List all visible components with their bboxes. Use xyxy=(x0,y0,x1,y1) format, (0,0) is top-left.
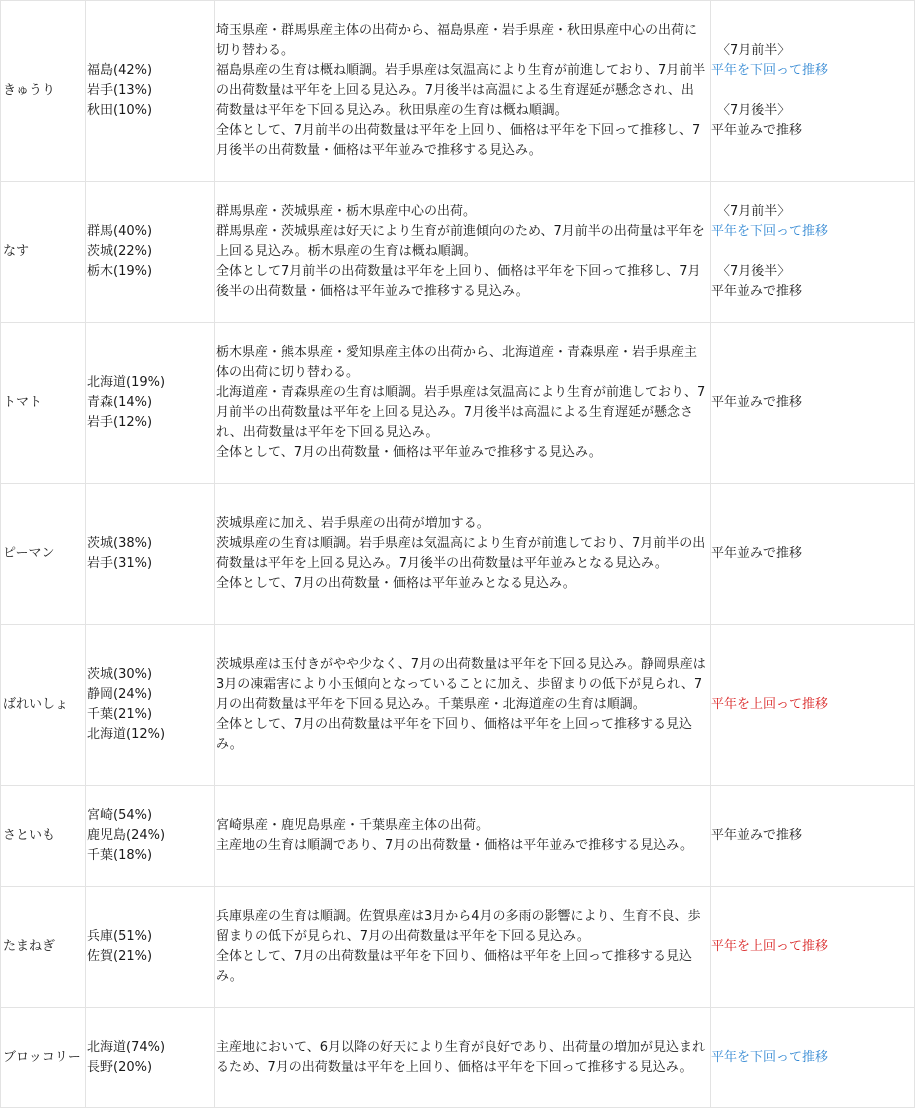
item-name: なす xyxy=(1,182,86,323)
origin-share: 宮崎(54%) xyxy=(87,808,153,823)
outlook-paragraph: 栃木県産・熊本県産・愛知県産主体の出荷から、北海道産・青森県産・岩手県産主体の出荷に切り替わる。 xyxy=(216,345,698,380)
period-label: 〈7月前半〉 xyxy=(717,43,791,58)
table-row xyxy=(1,323,915,484)
item-name: ばれいしょ xyxy=(1,625,86,786)
supply-outlook xyxy=(215,1,711,182)
origin-share: 茨城(22%) xyxy=(87,244,153,259)
outlook-paragraph: 全体として、7月の出荷数量・価格は平年並みとなる見込み。 xyxy=(216,576,576,591)
item-name: きゅうり xyxy=(1,1,86,182)
outlook-paragraph: 北海道産・青森県産の生育は順調。岩手県産は気温高により生育が前進しており、7月前半の出荷数量は平年を上回る見込み。7月後半は高温による生育遅延が懸念され、出荷数量は平年を下回る見込み。 xyxy=(216,385,706,440)
item-name: さといも xyxy=(1,786,86,887)
outlook-paragraph: 全体として7月前半の出荷数量は平年を上回り、価格は平年を下回って推移し、7月後半の出荷数量・価格は平年並みで推移する見込み。 xyxy=(216,264,701,299)
price-trend: 平年並みで推移 xyxy=(711,284,803,299)
origin-share: 千葉(21%) xyxy=(87,707,153,722)
outlook-paragraph: 宮崎県産・鹿児島県産・千葉県産主体の出荷。 xyxy=(216,818,490,833)
outlook-paragraph: 群馬県産・茨城県産・栃木県産中心の出荷。 xyxy=(216,204,477,219)
origin-list xyxy=(86,887,215,1008)
origin-share: 青森(14%) xyxy=(87,395,153,410)
period-label: 〈7月後半〉 xyxy=(717,264,791,279)
origin-list xyxy=(86,786,215,887)
outlook-paragraph: 全体として、7月の出荷数量は平年を下回り、価格は平年を上回って推移する見込み。 xyxy=(216,949,693,984)
origin-list xyxy=(86,182,215,323)
origin-list xyxy=(86,1008,215,1108)
origin-list xyxy=(86,625,215,786)
outlook-paragraph: 福島県産の生育は概ね順調。岩手県産は気温高により生育が前進しており、7月前半の出荷数量は平年を上回る見込み。7月後半は高温による生育遅延が懸念され、出荷数量は平年を下回る見込み。秋田県産の生育は概ね順調。 xyxy=(216,63,706,118)
supply-outlook xyxy=(215,786,711,887)
outlook-paragraph: 全体として、7月の出荷数量・価格は平年並みで推移する見込み。 xyxy=(216,445,602,460)
outlook-paragraph: 群馬県産・茨城県産は好天により生育が前進傾向のため、7月前半の出荷量は平年を上回る見込み。栃木県産の生育は概ね順調。 xyxy=(216,224,705,259)
outlook-paragraph: 全体として、7月前半の出荷数量は平年を上回り、価格は平年を下回って推移し、7月後半の出荷数量・価格は平年並みで推移する見込み。 xyxy=(216,123,701,158)
table-row xyxy=(1,887,915,1008)
origin-share: 長野(20%) xyxy=(87,1059,153,1075)
price-trend: 平年を上回って推移 xyxy=(711,625,915,786)
origin-share: 福島(42%) xyxy=(87,63,153,78)
table-row xyxy=(1,484,915,625)
supply-outlook xyxy=(215,1008,711,1108)
supply-outlook xyxy=(215,484,711,625)
item-name: ブロッコリー xyxy=(1,1008,86,1108)
supply-outlook xyxy=(215,887,711,1008)
outlook-paragraph: 埼玉県産・群馬県産主体の出荷から、福島県産・岩手県産・秋田県産中心の出荷に切り替わる。 xyxy=(216,23,698,58)
origin-share: 静岡(24%) xyxy=(87,687,153,702)
origin-share: 北海道(12%) xyxy=(87,727,166,742)
origin-share: 茨城(30%) xyxy=(87,667,153,682)
price-trend: 平年を下回って推移 xyxy=(711,1008,915,1108)
supply-outlook xyxy=(215,182,711,323)
table-row xyxy=(1,182,915,323)
item-name: ピーマン xyxy=(1,484,86,625)
origin-share: 茨城(38%) xyxy=(87,536,153,551)
price-trend: 平年並みで推移 xyxy=(711,786,915,887)
price-trend: 平年並みで推移 xyxy=(711,123,803,138)
table-row xyxy=(1,1008,915,1108)
price-outlook xyxy=(711,182,915,323)
supply-outlook xyxy=(215,323,711,484)
outlook-paragraph: 全体として、7月の出荷数量は平年を下回り、価格は平年を上回って推移する見込み。 xyxy=(216,717,693,752)
origin-share: 岩手(31%) xyxy=(87,556,153,571)
period-label: 〈7月後半〉 xyxy=(717,103,791,118)
outlook-paragraph: 茨城県産の生育は順調。岩手県産は気温高により生育が前進しており、7月前半の出荷数量は平年を上回る見込み。7月後半の出荷数量は平年並みとなる見込み。 xyxy=(216,536,706,571)
origin-share: 栃木(19%) xyxy=(87,264,153,279)
origin-share: 北海道(19%) xyxy=(87,375,166,390)
price-trend: 平年を下回って推移 xyxy=(711,224,829,239)
period-label: 〈7月前半〉 xyxy=(717,204,791,219)
outlook-paragraph: 兵庫県産の生育は順調。佐賀県産は3月から4月の多雨の影響により、生育不良、歩留まりの低下が見られ、7月の出荷数量は平年を下回る見込み。 xyxy=(216,909,701,944)
price-trend: 平年並みで推移 xyxy=(711,484,915,625)
origin-share: 群馬(40%) xyxy=(87,224,153,239)
origin-share: 佐賀(21%) xyxy=(87,949,153,964)
origin-share: 秋田(10%) xyxy=(87,103,153,118)
origin-share: 千葉(18%) xyxy=(87,848,153,863)
price-outlook xyxy=(711,1,915,182)
outlook-paragraph: 主産地の生育は順調であり、7月の出荷数量・価格は平年並みで推移する見込み。 xyxy=(216,838,694,853)
table-row xyxy=(1,786,915,887)
outlook-paragraph: 茨城県産に加え、岩手県産の出荷が増加する。 xyxy=(216,516,490,531)
origin-share: 兵庫(51%) xyxy=(87,929,153,944)
origin-share: 鹿児島(24%) xyxy=(87,828,166,843)
origin-share: 岩手(13%) xyxy=(87,83,153,98)
table-row xyxy=(1,625,915,786)
origin-share: 岩手(12%) xyxy=(87,415,153,430)
origin-share: 北海道(74%) xyxy=(87,1039,166,1055)
price-trend: 平年並みで推移 xyxy=(711,323,915,484)
price-trend: 平年を下回って推移 xyxy=(711,63,829,78)
item-name: トマト xyxy=(1,323,86,484)
item-name: たまねぎ xyxy=(1,887,86,1008)
outlook-paragraph: 茨城県産は玉付きがやや少なく、7月の出荷数量は平年を下回る見込み。静岡県産は3月の凍霜害により小玉傾向となっていることに加え、歩留まりの低下が見られ、7月の出荷数量は平年を下回る見込み。千葉県産・北海道産の生育は順調。 xyxy=(216,657,706,712)
table-row xyxy=(1,1,915,182)
origin-list xyxy=(86,1,215,182)
origin-list xyxy=(86,484,215,625)
origin-list xyxy=(86,323,215,484)
outlook-paragraph: 主産地において、6月以降の好天により生育が良好であり、出荷量の増加が見込まれるため、7月の出荷数量は平年を上回り、価格は平年を下回って推移する見込み。 xyxy=(216,1039,706,1075)
supply-outlook xyxy=(215,625,711,786)
price-trend: 平年を上回って推移 xyxy=(711,887,915,1008)
